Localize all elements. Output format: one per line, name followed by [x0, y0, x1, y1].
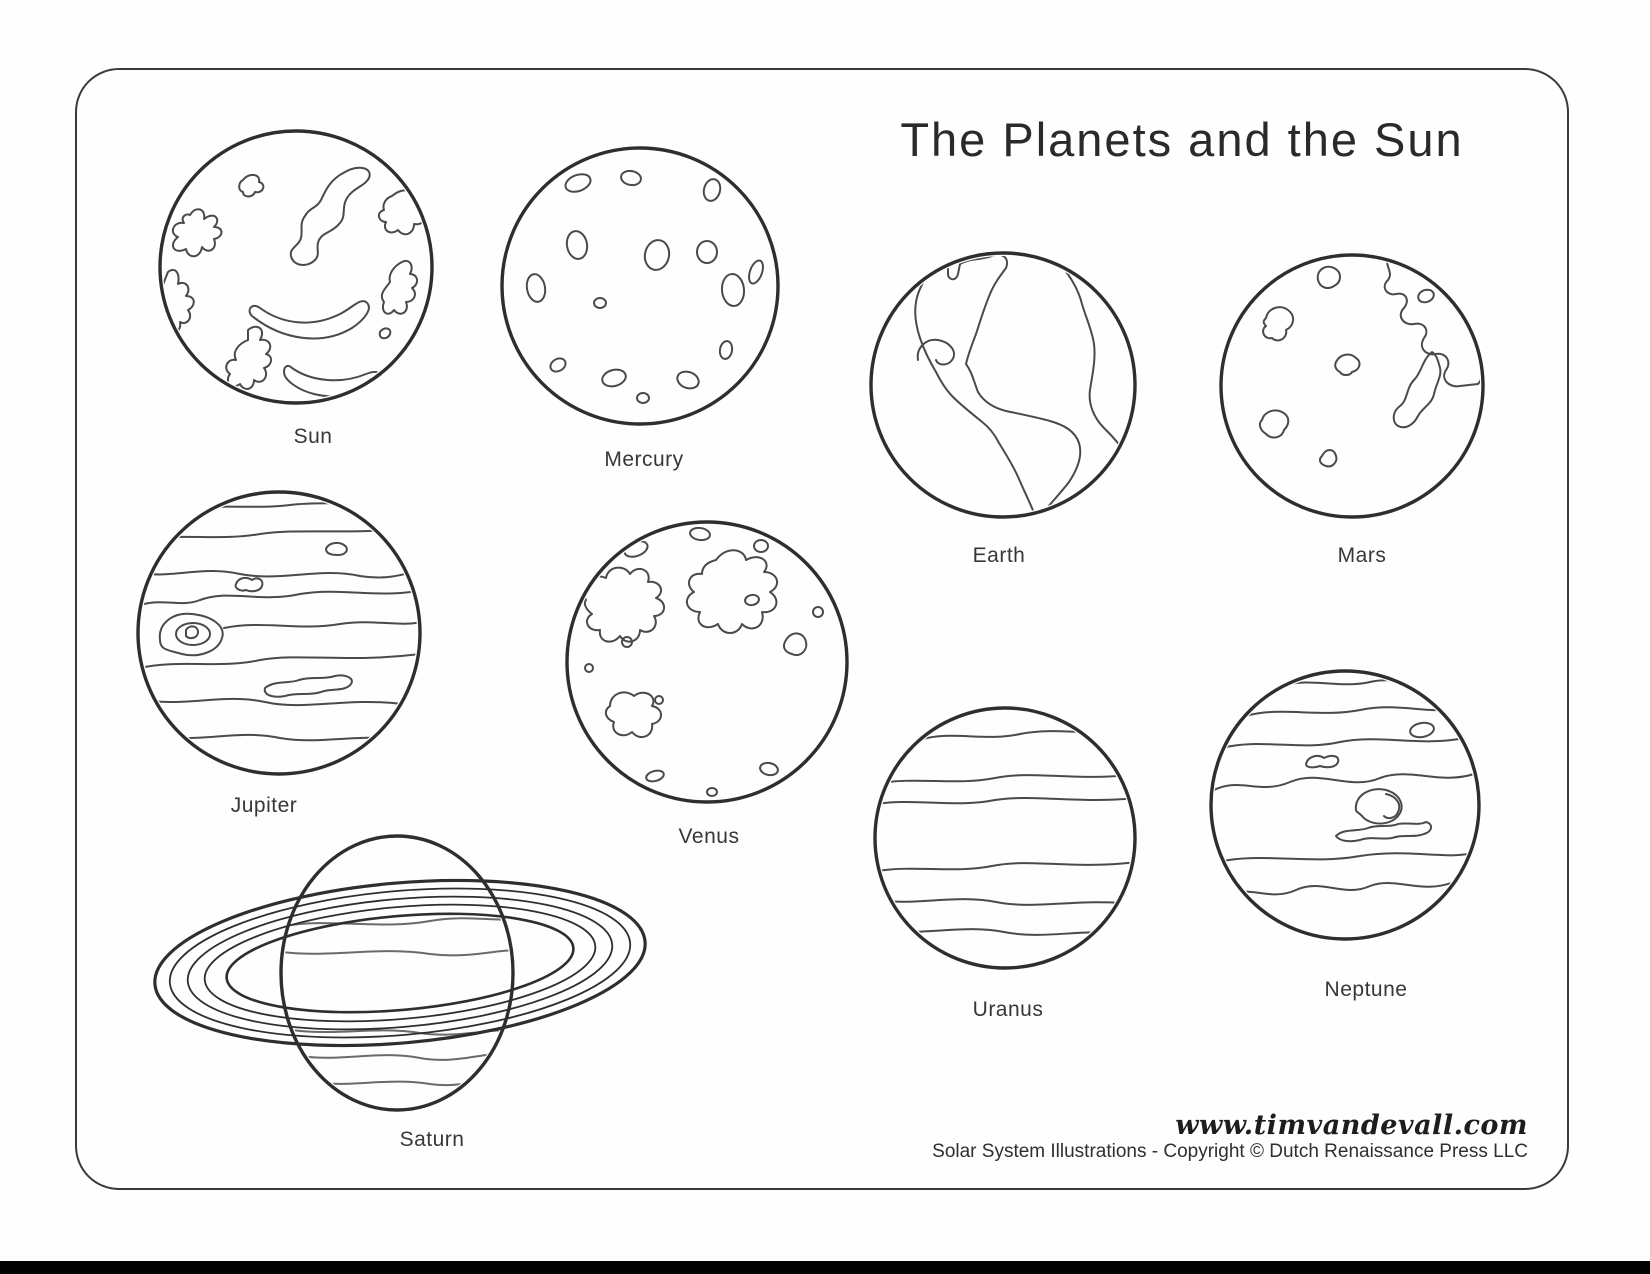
label-uranus: Uranus — [972, 998, 1044, 1021]
saturn-drawing — [148, 836, 652, 1110]
earth-drawing — [871, 253, 1140, 518]
label-neptune: Neptune — [1324, 978, 1408, 1001]
jupiter-drawing — [138, 492, 422, 774]
label-venus: Venus — [678, 825, 740, 848]
neptune-drawing — [1211, 671, 1479, 939]
label-saturn: Saturn — [399, 1128, 465, 1151]
mercury-drawing — [502, 148, 778, 424]
mars-drawing — [1221, 225, 1491, 517]
page-title: The Planets and the Sun — [900, 113, 1464, 166]
label-sun: Sun — [293, 425, 333, 448]
sun-drawing — [154, 131, 432, 403]
copyright-line: Solar System Illustrations - Copyright © Dutch Renaissance Press LLC — [932, 1141, 1528, 1162]
venus-drawing — [567, 522, 847, 802]
uranus-drawing — [872, 708, 1140, 968]
label-mars: Mars — [1337, 544, 1387, 567]
label-earth: Earth — [972, 544, 1026, 567]
label-mercury: Mercury — [604, 448, 684, 471]
bottom-letterbox-bar — [0, 1261, 1650, 1274]
website-credit: www.timvandevall.com — [1175, 1110, 1528, 1141]
label-jupiter: Jupiter — [230, 794, 298, 817]
